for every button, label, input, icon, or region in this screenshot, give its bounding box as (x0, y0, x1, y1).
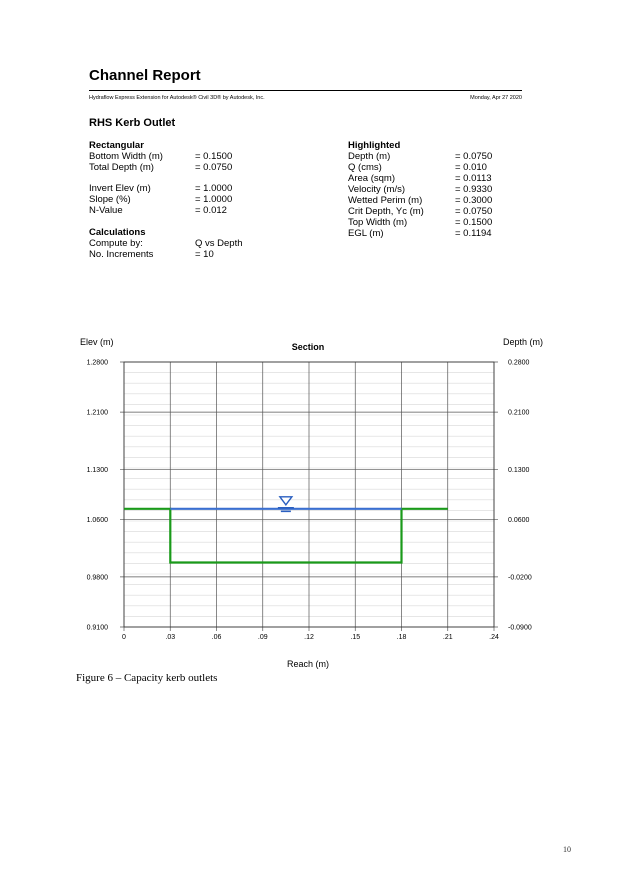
y-tick-right-label: 0.0600 (508, 517, 530, 525)
rect-value-1: = 0.0750 (195, 162, 233, 173)
hl-value-2: = 0.0113 (455, 173, 492, 184)
rect-value-5: = 0.012 (195, 205, 227, 216)
hl-value-7: = 0.1194 (455, 228, 492, 239)
water-level-marker (280, 497, 292, 505)
calc-value-1: = 10 (195, 249, 214, 260)
figure-caption: Figure 6 – Capacity kerb outlets (76, 672, 218, 684)
y-tick-left-label: 1.2800 (86, 359, 108, 367)
y-tick-left-label: 1.2100 (86, 409, 108, 417)
rect-value-3: = 1.0000 (195, 183, 233, 194)
y-tick-right-label: -0.0900 (508, 624, 532, 632)
y-tick-right-label: -0.0200 (508, 574, 532, 582)
x-tick-label: .12 (304, 634, 314, 641)
hl-value-4: = 0.3000 (455, 195, 493, 206)
y-tick-right-label: 0.2800 (508, 359, 530, 367)
rect-label-0: Bottom Width (m) (89, 151, 163, 162)
y-tick-right-label: 0.2100 (508, 409, 530, 417)
y-tick-left-label: 1.1300 (86, 466, 108, 474)
calc-label-0: Compute by: (89, 238, 143, 249)
rect-label-1: Total Depth (m) (89, 162, 154, 173)
section-title: RHS Kerb Outlet (89, 117, 176, 129)
y-axis-right-label: Depth (m) (503, 337, 544, 347)
chart-title: Section (291, 342, 325, 352)
rect-label-3: Invert Elev (m) (89, 183, 151, 194)
rect-label-4: Slope (%) (89, 194, 131, 205)
hl-value-5: = 0.0750 (455, 206, 493, 217)
x-tick-label: .06 (211, 634, 222, 641)
hl-value-0: = 0.0750 (455, 151, 493, 162)
y-tick-left-label: 0.9800 (86, 574, 108, 582)
calc-value-0: Q vs Depth (195, 238, 243, 249)
report-date: Monday, Apr 27 2020 (470, 95, 522, 101)
y-tick-left-label: 1.0600 (86, 517, 108, 525)
x-tick-label: .03 (165, 634, 176, 641)
x-tick-label: 0 (122, 634, 126, 641)
page-number: 10 (563, 845, 571, 854)
channel-section-line (124, 509, 448, 563)
calc-label-1: No. Increments (89, 249, 154, 260)
hl-value-3: = 0.9330 (455, 184, 493, 195)
hl-label-1: Q (cms) (348, 162, 382, 173)
x-tick-label: .15 (350, 634, 361, 641)
x-tick-label: .18 (396, 634, 407, 641)
hl-label-6: Top Width (m) (348, 217, 408, 228)
y-tick-right-label: 0.1300 (508, 466, 530, 474)
hl-label-0: Depth (m) (348, 151, 391, 162)
report-title: Channel Report (89, 67, 201, 84)
hl-label-5: Crit Depth, Yc (m) (348, 206, 424, 217)
x-tick-label: .09 (257, 634, 268, 641)
rect-label-5: N-Value (89, 205, 123, 216)
hl-value-1: = 0.010 (455, 162, 487, 173)
rectangular-heading: Rectangular (89, 140, 144, 151)
y-axis-left-label: Elev (m) (80, 337, 114, 347)
hl-label-4: Wetted Perim (m) (348, 195, 423, 206)
x-tick-label: .24 (489, 634, 499, 641)
y-tick-left-label: 0.9100 (86, 624, 108, 632)
calculations-heading: Calculations (89, 227, 146, 238)
hl-label-7: EGL (m) (348, 228, 384, 239)
x-axis-label: Reach (m) (286, 659, 330, 669)
hl-label-2: Area (sqm) (348, 173, 395, 184)
x-tick-label: .21 (442, 634, 453, 641)
rect-value-4: = 1.0000 (195, 194, 233, 205)
hl-label-3: Velocity (m/s) (348, 184, 406, 195)
report-subtitle: Hydraflow Express Extension for Autodesk® Civil 3D® by Autodesk, Inc. (89, 95, 265, 101)
hl-value-6: = 0.1500 (455, 217, 493, 228)
rect-value-0: = 0.1500 (195, 151, 233, 162)
highlighted-heading: Highlighted (348, 140, 401, 151)
